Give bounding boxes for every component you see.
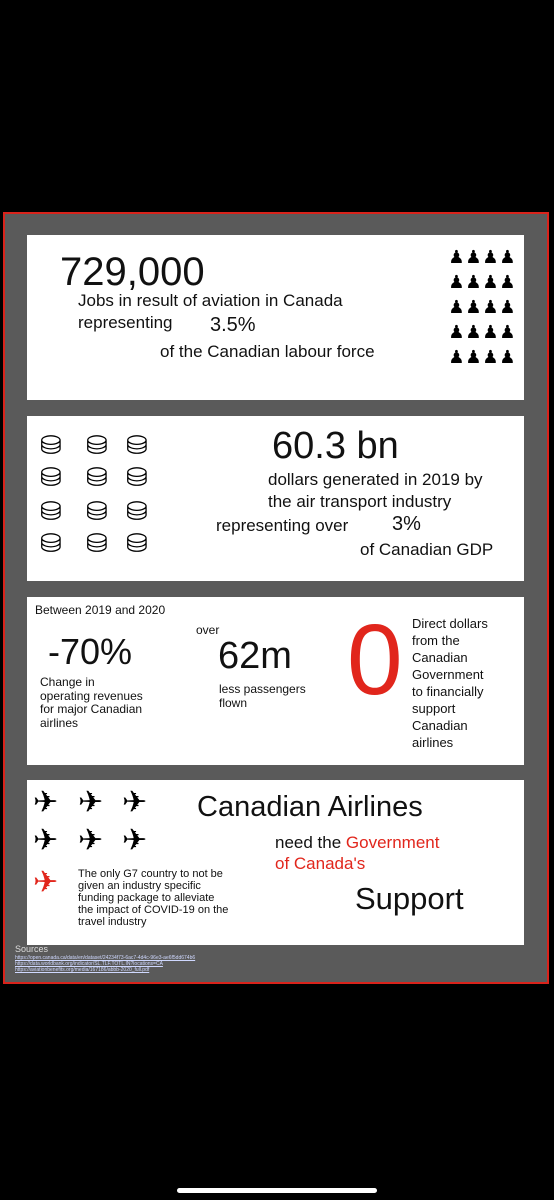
coin-stack-icon: ⛁ xyxy=(86,528,108,558)
gdp-amount: 60.3 bn xyxy=(272,425,399,467)
person-icon: ♟ xyxy=(482,247,499,267)
gdp-percent: 3% xyxy=(392,513,421,535)
sources-links xyxy=(15,955,195,973)
coin-stack-icon: ⛁ xyxy=(40,430,62,460)
coin-stack-icon: ⛁ xyxy=(86,462,108,492)
airplane-icon: ✈ xyxy=(78,786,104,819)
zero-dollars-desc: Direct dollars from the Canadian Government to financially support Canadian airlines xyxy=(412,616,488,750)
sources-label: Sources xyxy=(15,944,49,954)
person-icon: ♟ xyxy=(448,247,465,267)
person-icon: ♟ xyxy=(482,322,499,342)
person-icon: ♟ xyxy=(465,297,482,317)
period-label: Between 2019 and 2020 xyxy=(35,603,166,617)
revenue-change-desc: Change in operating revenues for major Canadian airlines xyxy=(40,675,143,730)
airplane-icon: ✈ xyxy=(122,824,148,857)
coin-stack-icon: ⛁ xyxy=(40,462,62,492)
coin-stack-icon: ⛁ xyxy=(40,528,62,558)
revenue-change-value: -70% xyxy=(48,631,133,672)
gdp-line-1: dollars generated in 2019 by xyxy=(268,470,483,489)
home-indicator[interactable] xyxy=(177,1188,377,1193)
passenger-drop-desc: less passengers flown xyxy=(219,682,306,710)
person-icon: ♟ xyxy=(482,347,499,367)
labour-force-line: of the Canadian labour force xyxy=(160,342,375,361)
airplane-icon: ✈ xyxy=(33,824,59,857)
airplane-icon: ✈ xyxy=(33,786,59,819)
coin-stack-icon: ⛁ xyxy=(126,528,148,558)
campaign-title: Canadian Airlines xyxy=(197,791,423,823)
labour-percent: 3.5% xyxy=(210,314,256,336)
gdp-representing: representing over xyxy=(216,516,349,535)
person-icon: ♟ xyxy=(499,247,516,267)
person-icon: ♟ xyxy=(448,347,465,367)
person-icon: ♟ xyxy=(465,272,482,292)
source-link[interactable]: https://data.worldbank.org/indicator/SL.TLF.TOTL.IN?locations=CA xyxy=(15,961,163,967)
people-icon-grid xyxy=(448,245,518,370)
jobs-count: 729,000 xyxy=(60,250,205,294)
coin-stack-icon: ⛁ xyxy=(40,496,62,526)
person-icon: ♟ xyxy=(465,347,482,367)
person-icon: ♟ xyxy=(448,272,465,292)
airplane-icon: ✈ xyxy=(33,866,59,899)
coin-stack-icon: ⛁ xyxy=(86,496,108,526)
person-icon: ♟ xyxy=(499,347,516,367)
coin-stack-icon: ⛁ xyxy=(126,430,148,460)
representing-label: representing xyxy=(78,313,173,332)
person-icon: ♟ xyxy=(448,322,465,342)
person-icon: ♟ xyxy=(448,297,465,317)
airplane-icon: ✈ xyxy=(78,824,104,857)
person-icon: ♟ xyxy=(482,272,499,292)
coin-stack-icon: ⛁ xyxy=(126,462,148,492)
need-line-2: of Canada's xyxy=(275,854,366,873)
coin-stack-icon: ⛁ xyxy=(86,430,108,460)
person-icon: ♟ xyxy=(499,272,516,292)
gdp-line-2: the air transport industry xyxy=(268,492,452,511)
airplane-icon: ✈ xyxy=(122,786,148,819)
source-link[interactable]: https://open.canada.ca/data/en/dataset/24234f73-6ac7-4d4c-96e3-ae6f5dd674b6 xyxy=(15,955,196,961)
source-link[interactable]: https://aviationbenefits.org/media/167186/abbb-2020_full.pdf xyxy=(15,967,150,973)
support-word: Support xyxy=(355,881,464,916)
coin-stack-icon: ⛁ xyxy=(126,496,148,526)
over-label: over xyxy=(196,623,220,637)
person-icon: ♟ xyxy=(499,297,516,317)
zero-dollars-value: 0 xyxy=(347,604,403,716)
g7-note: The only G7 country to not be given an industry specific funding package to alleviate the impact of COVID-19 on the travel industry xyxy=(78,868,229,928)
need-line-1 xyxy=(275,833,439,853)
person-icon: ♟ xyxy=(482,297,499,317)
passenger-drop-value: 62m xyxy=(218,635,292,677)
government-label: Government xyxy=(345,833,440,852)
jobs-line: Jobs in result of aviation in Canada xyxy=(78,291,343,310)
person-icon: ♟ xyxy=(499,322,516,342)
person-icon: ♟ xyxy=(465,247,482,267)
gdp-line-4: of Canadian GDP xyxy=(360,540,494,559)
need-prefix: need the xyxy=(275,833,346,852)
person-icon: ♟ xyxy=(465,322,482,342)
